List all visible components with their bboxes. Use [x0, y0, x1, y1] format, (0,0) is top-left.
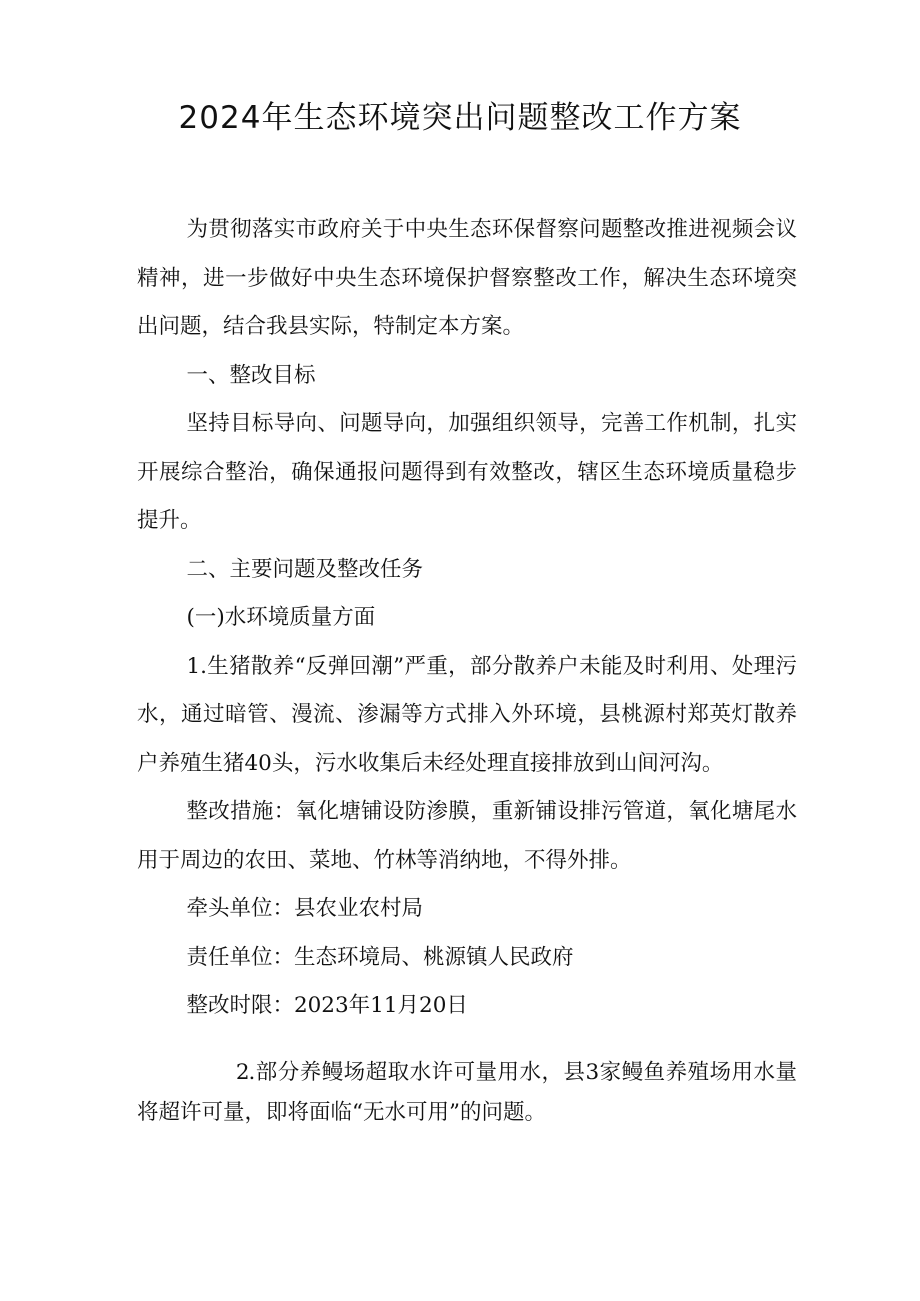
document-title: 2024年生态环境突出问题整改工作方案 — [178, 100, 742, 136]
item-1-measures: 整改措施：氧化塘铺设防渗膜，重新铺设排污管道，氧化塘尾水用于周边的农田、菜地、竹林等消纳地，不得外排。 — [137, 799, 797, 873]
intro-paragraph: 为贯彻落实市政府关于中央生态环保督察问题整改推进视频会议精神，进一步做好中央生态环境保护督察整改工作，解决生态环境突出问题，结合我县实际，特制定本方案。 — [137, 217, 797, 339]
section-heading-goals: 一、整改目标 — [186, 362, 316, 388]
document-body — [137, 206, 797, 1133]
item-2-number: 2 — [235, 1059, 250, 1085]
item-1-paragraph: 1.生猪散养“反弹回潮”严重，部分散养户未能及时利用、处理污水，通过暗管、漫流、渗漏等方式排入外环境，县桃源村郑英灯散养户养殖生猪40头，污水收集后未经处理直接排放到山间河沟。 — [137, 653, 797, 776]
goals-paragraph: 坚持目标导向、问题导向，加强组织领导，完善工作机制，扎实开展综合整治，确保通报问题得到有效整改，辖区生态环境质量稳步提升。 — [137, 411, 797, 533]
item-1-deadline: 整改时限：2023年11月20日 — [186, 993, 468, 1018]
subsection-heading-water: (一)水环境质量方面 — [186, 605, 376, 630]
item-1-lead-unit: 牵头单位：县农业农村局 — [186, 896, 423, 921]
item-2-text: .部分养鳗场超取水许可量用水，县3家鳗鱼养殖场用水量将超许可量，即将面临“无水可用”的问题。 — [137, 1059, 797, 1125]
item-2-paragraph — [137, 1053, 797, 1133]
item-1-responsible-unit: 责任单位：生态环境局、桃源镇人民政府 — [186, 944, 574, 970]
section-heading-tasks: 二、主要问题及整改任务 — [186, 556, 423, 582]
